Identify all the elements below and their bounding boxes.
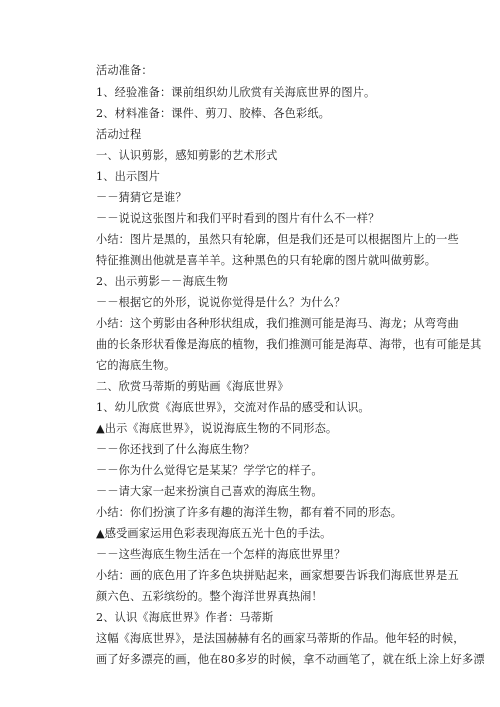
subsection-heading: 1、出示图片 xyxy=(96,170,160,183)
text-line: 它的海底生物。 xyxy=(96,359,176,372)
text-line: －－请大家一起来扮演自己喜欢的海底生物。 xyxy=(96,485,323,498)
text-line: 小结：图片是黑的，虽然只有轮廓，但是我们还是可以根据图片上的一些 xyxy=(96,233,459,246)
text-line: －－你还找到了什么海底生物？ xyxy=(96,443,255,456)
subsection-heading: 1、幼儿欣赏《海底世界》，交流对作品的感受和认识。 xyxy=(96,401,370,414)
text-line: －－猜猜它是谁？ xyxy=(96,191,187,204)
text-line: 曲的长条形状看像是海底的植物，我们推测可能是海草、海带，也有可能是其 xyxy=(96,338,482,351)
text-line: －－说说这张图片和我们平时看到的图片有什么不一样？ xyxy=(96,212,380,225)
subsection-heading: 2、认识《海底世界》作者：马蒂斯 xyxy=(96,611,274,624)
heading-activity-process: 活动过程 xyxy=(96,128,142,141)
text-line: ▲感受画家运用色彩表现海底五光十色的手法。 xyxy=(96,527,332,540)
text-line: －－根据它的外形，说说你觉得是什么？为什么？ xyxy=(96,296,346,309)
text-line: 小结：你们扮演了许多有趣的海洋生物，都有着不同的形态。 xyxy=(96,506,403,519)
text-line: 这幅《海底世界》，是法国赫赫有名的画家马蒂斯的作品。他年轻的时候， xyxy=(96,632,465,645)
section-heading: 二、欣赏马蒂斯的剪贴画《海底世界》 xyxy=(96,380,289,393)
section-heading: 一、认识剪影，感知剪影的艺术形式 xyxy=(96,149,278,162)
text-line: 画了好多漂亮的画，他在80多岁的时候，拿不动画笔了，就在纸上涂上好多漂 xyxy=(96,653,485,666)
text-line: －－你为什么觉得它是某某？学学它的样子。 xyxy=(96,464,323,477)
subsection-heading: 2、出示剪影－－海底生物 xyxy=(96,275,228,288)
text-line: 颜六色、五彩缤纷的。整个海洋世界真热闹！ xyxy=(96,590,323,603)
text-line: 小结：画的底色用了许多色块拼贴起来，画家想要告诉我们海底世界是五 xyxy=(96,569,459,582)
text-line: ▲出示《海底世界》，说说海底生物的不同形态。 xyxy=(96,422,338,435)
text-line: －－这些海底生物生活在一个怎样的海底世界里？ xyxy=(96,548,346,561)
text-line: 小结：这个剪影由各种形状组成，我们推测可能是海马、海龙；从弯弯曲 xyxy=(96,317,459,330)
heading-activity-preparation: 活动准备： xyxy=(96,64,153,77)
text-line: 2、材料准备：课件、剪刀、胶棒、各色彩纸。 xyxy=(96,107,331,120)
text-line: 特征推测出他就是喜羊羊。这种黑色的只有轮廓的图片就叫做剪影。 xyxy=(96,254,437,267)
text-line: 1、经验准备：课前组织幼儿欣赏有关海底世界的图片。 xyxy=(96,86,376,99)
